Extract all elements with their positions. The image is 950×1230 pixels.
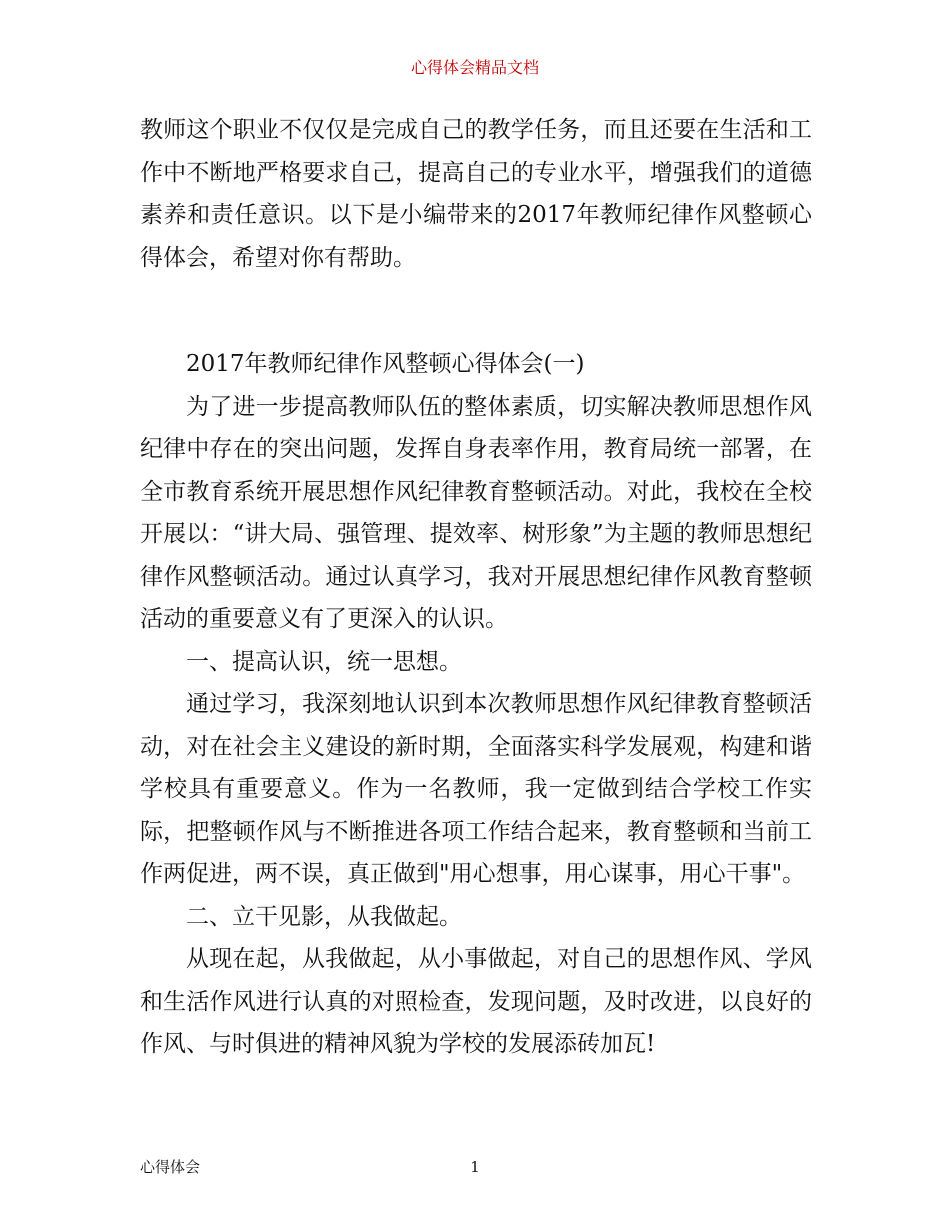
- document-body: [140, 109, 812, 1066]
- body-paragraph: 从现在起，从我做起，从小事做起，对自己的思想作风、学风和生活作风进行认真的对照检查，发现问题，及时改进，以良好的作风、与时俱进的精神风貌为学校的发展添砖加瓦!: [140, 946, 812, 1057]
- footer-label: 心得体会: [140, 1158, 201, 1176]
- body-paragraph: 通过学习，我深刻地认识到本次教师思想作风纪律教育整顿活动，对在社会主义建设的新时期，全面落实科学发展观，构建和谐学校具有重要意义。作为一名教师，我一定做到结合学校工作实际，把整顿作风与不断推进各项工作结合起来，教育整顿和当前工作两促进，两不误，真正做到"用心想事，用心谋事，用心干事"。: [140, 691, 812, 887]
- page-number: 1: [470, 1158, 480, 1176]
- intro-paragraph: 教师这个职业不仅仅是完成自己的教学任务，而且还要在生活和工作中不断地严格要求自己，提高自己的专业水平，增强我们的道德素养和责任意识。以下是小编带来的2017年教师纪律作风整顿心得体会，希望对你有帮助。: [140, 117, 812, 271]
- body-paragraph: 为了进一步提高教师队伍的整体素质，切实解决教师思想作风纪律中存在的突出问题，发挥自身表率作用，教育局统一部署，在全市教育系统开展思想作风纪律教育整顿活动。对此，我校在全校开展以：“讲大局、强管理、提效率、树形象”为主题的教师思想纪律作风整顿活动。通过认真学习，我对开展思想纪律作风教育整顿活动的重要意义有了更深入的认识。: [140, 393, 812, 632]
- section-title: 2017年教师纪律作风整顿心得体会(一): [186, 351, 585, 377]
- paragraph-gap: [140, 279, 812, 343]
- page-header: 心得体会精品文档: [410, 58, 539, 77]
- subheading-1: 一、提高认识，统一思想。: [186, 648, 462, 675]
- subheading-2: 二、立干见影，从我做起。: [186, 903, 462, 930]
